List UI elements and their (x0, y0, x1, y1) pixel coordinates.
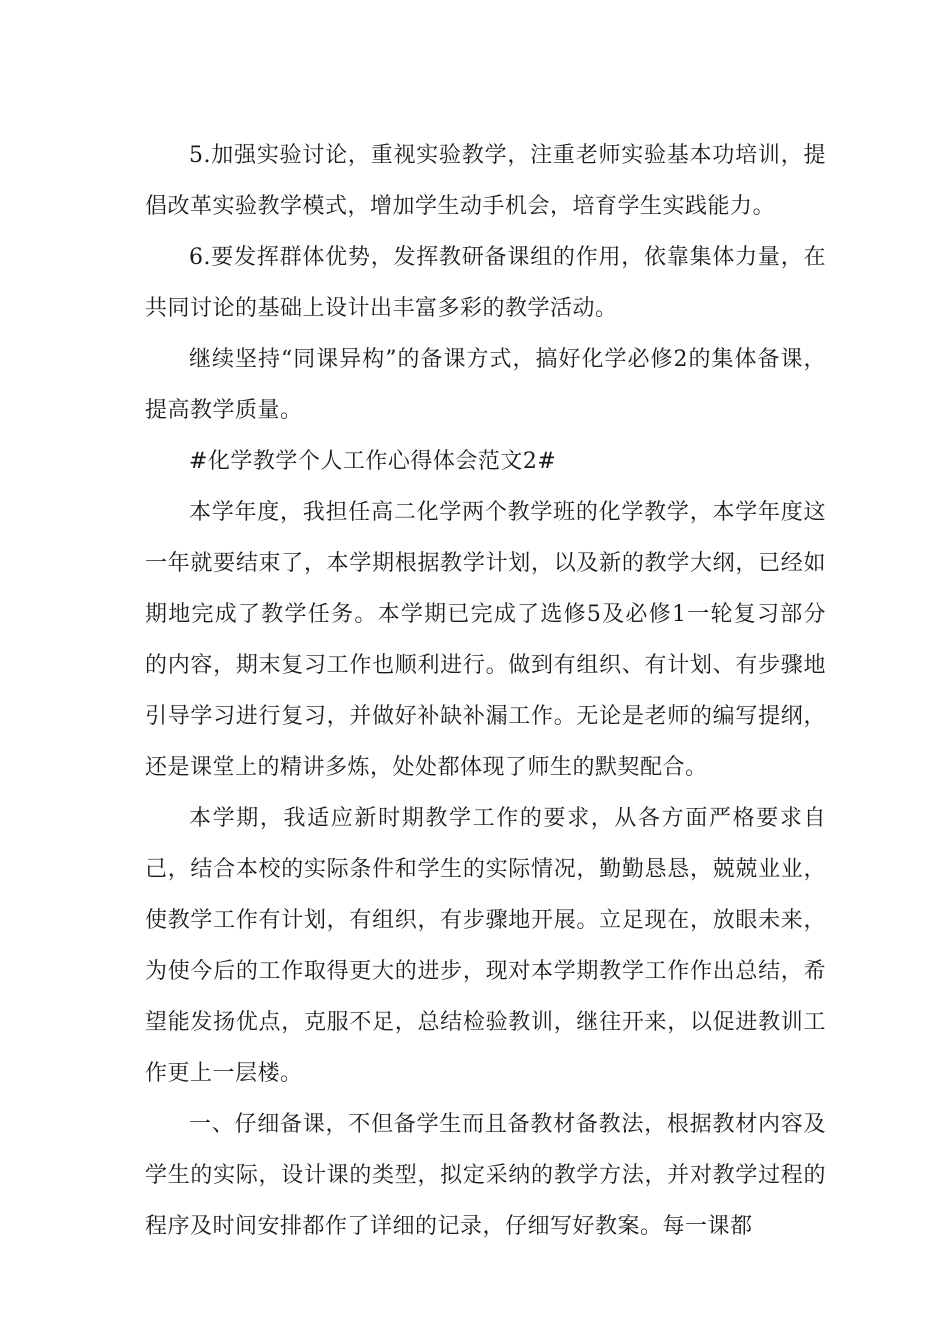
section-heading: #化学教学个人工作心得体会范文2# (189, 449, 557, 474)
paragraph-group-advantage: 6.要发挥群体优势，发挥教研备课组的作用，依靠集体力量，在共同讨论的基础上设计出丰富多彩的教学活动。 (145, 245, 826, 321)
paragraph-lesson-preparation: 继续坚持“同课异构”的备课方式，搞好化学必修2的集体备课，提高教学质量。 (145, 347, 826, 423)
paragraph-semester-requirements: 本学期，我适应新时期教学工作的要求，从各方面严格要求自己，结合本校的实际条件和学生的实际情况，勤勤恳恳，兢兢业业，使教学工作有计划，有组织，有步骤地开展。立足现在，放眼未来，为使今后的工作取得更大的进步，现对本学期教学工作作出总结，希望能发扬优点，克服不足，总结检验教训，继往开来，以促进教训工作更上一层楼。 (145, 806, 826, 1086)
paragraph-school-year-summary: 本学年度，我担任高二化学两个教学班的化学教学，本学年度这一年就要结束了，本学期根据教学计划，以及新的教学大纲，已经如期地完成了教学任务。本学期已完成了选修5及必修1一轮复习部分的内容，期末复习工作也顺利进行。做到有组织、有计划、有步骤地引导学习进行复习，并做好补缺补漏工作。无论是老师的编写提纲，还是课堂上的精讲多炼，处处都体现了师生的默契配合。 (145, 500, 826, 780)
paragraph-experiment-teaching: 5.加强实验讨论，重视实验教学，注重老师实验基本功培训，提倡改革实验教学模式，增加学生动手机会，培育学生实践能力。 (145, 143, 826, 219)
paragraph-careful-preparation: 一、仔细备课，不但备学生而且备教材备教法，根据教材内容及学生的实际，设计课的类型，拟定采纳的教学方法，并对教学过程的程序及时间安排都作了详细的记录，仔细写好教案。每一课都 (145, 1112, 826, 1239)
